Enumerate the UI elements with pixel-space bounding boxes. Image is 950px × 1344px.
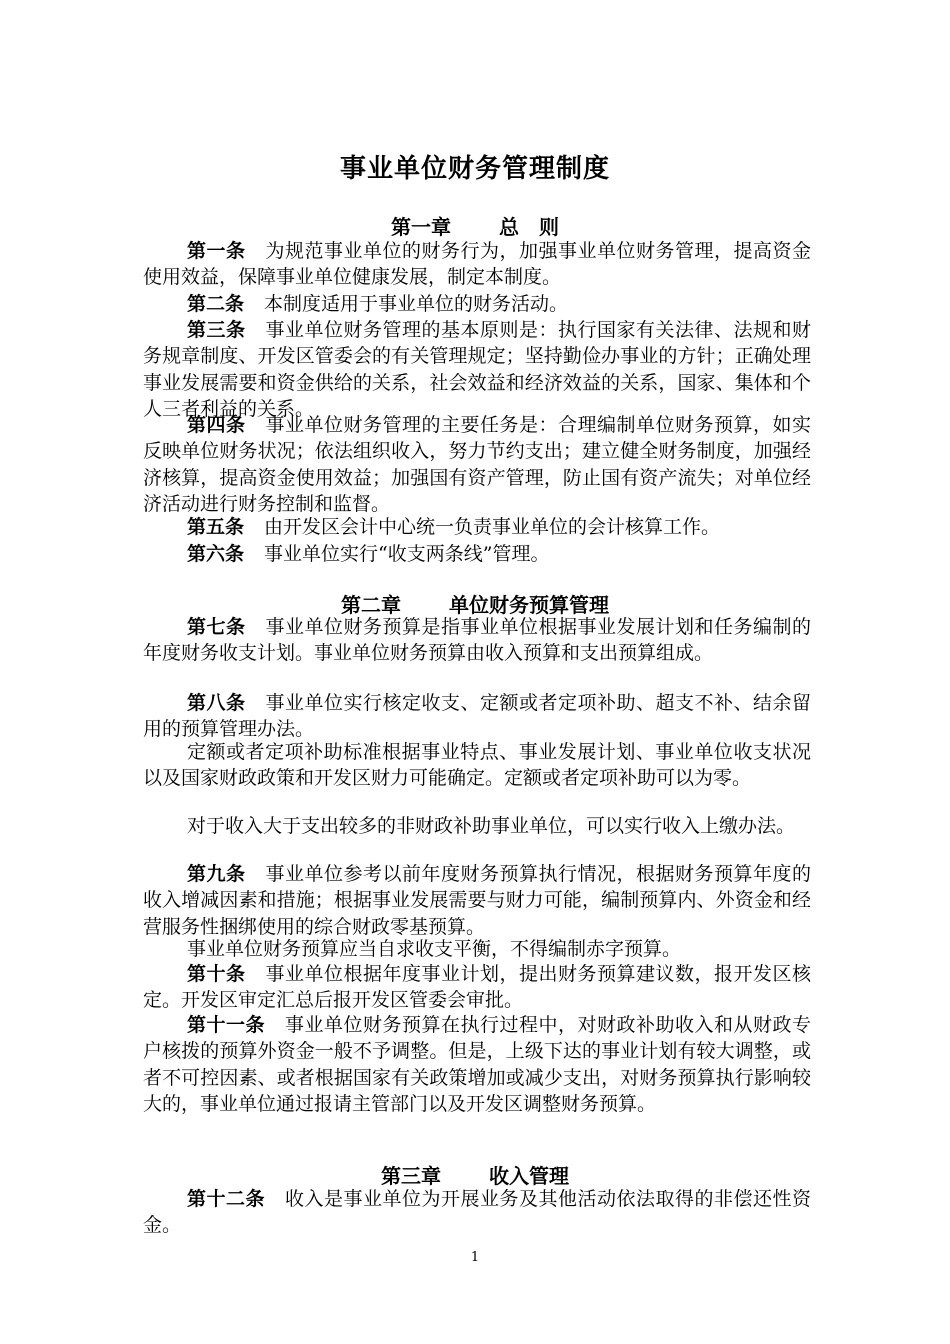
- article-number: 第七条: [187, 616, 246, 638]
- chapter-number: 第一章: [391, 215, 451, 239]
- chapter-heading-3: [0, 1160, 950, 1189]
- article-text: 事业单位财务预算是指事业单位根据事业发展计划和任务编制的年度财务收支计划。事业单位财务预算由收入预算和支出预算组成。: [143, 616, 811, 665]
- article-text: 本制度适用于事业单位的财务活动。: [264, 293, 569, 315]
- article-paragraph: [143, 861, 811, 940]
- article-text: 定额或者定项补助标准根据事业特点、事业发展计划、事业单位收支状况以及国家财政政策和开发区财力可能确定。定额或者定项补助可以为零。: [143, 741, 811, 790]
- article-paragraph: [143, 291, 811, 317]
- article-number: 第二条: [187, 293, 245, 315]
- article-number: 第五条: [187, 516, 245, 538]
- chapter-number: 第三章: [381, 1164, 441, 1188]
- article-number: 第十一条: [187, 1014, 265, 1036]
- chapter-name: 单位财务预算管理: [449, 593, 609, 617]
- article-paragraph: [143, 1012, 811, 1117]
- article-paragraph: [143, 317, 811, 422]
- article-number: 第十条: [187, 963, 246, 985]
- chapter-number: 第二章: [341, 593, 401, 617]
- article-text: 事业单位财务管理的基本原则是：执行国家有关法律、法规和财务规章制度、开发区管委会的有关管理规定；坚持勤俭办事业的方针；正确处理事业发展需要和资金供给的关系，社会效益和经济效益的关系，国家、集体和个人三者利益的关系。: [143, 319, 811, 420]
- article-number: 第九条: [187, 863, 246, 885]
- page-title: 事业单位财务管理制度: [339, 154, 610, 184]
- article-paragraph: [143, 961, 811, 1014]
- article-paragraph: [143, 514, 811, 540]
- article-text: 对于收入大于支出较多的非财政补助事业单位，可以实行收入上缴办法。: [187, 815, 796, 837]
- page-number: 1: [470, 1250, 480, 1265]
- article-paragraph: [143, 541, 811, 567]
- chapter-name: 总 则: [499, 215, 559, 239]
- article-text: 事业单位财务预算在执行过程中，对财政补助收入和从财政专户核拨的预算外资金一般不予调整。但是，上级下达的事业计划有较大调整，或者不可控因素、或者根据国家有关政策增加或减少支出，对财务预算执行影响较大的，事业单位通过报请主管部门以及开发区调整财务预算。: [143, 1014, 811, 1115]
- article-text: 由开发区会计中心统一负责事业单位的会计核算工作。: [264, 516, 721, 538]
- article-text: 收入是事业单位为开展业务及其他活动依法取得的非偿还性资金。: [143, 1188, 811, 1237]
- article-text: 事业单位参考以前年度财务预算执行情况，根据财务预算年度的收入增减因素和措施；根据事业发展需要与财力可能，编制预算内、外资金和经营服务性捆绑使用的综合财政零基预算。: [143, 863, 811, 938]
- chapter-name: 收入管理: [489, 1164, 569, 1188]
- article-text: 事业单位实行“收支两条线”管理。: [264, 543, 550, 565]
- article-text: 事业单位实行核定收支、定额或者定项补助、超支不补、结余留用的预算管理办法。: [143, 692, 811, 741]
- article-paragraph: [143, 936, 811, 962]
- article-paragraph: [143, 739, 811, 792]
- article-number: 第十二条: [187, 1188, 265, 1210]
- article-paragraph: [143, 813, 811, 839]
- article-number: 第八条: [187, 692, 246, 714]
- article-text: 事业单位根据年度事业计划，提出财务预算建议数，报开发区核定。开发区审定汇总后报开发区管委会审批。: [143, 963, 811, 1012]
- article-number: 第四条: [187, 414, 246, 436]
- article-number: 第六条: [187, 543, 245, 565]
- article-number: 第一条: [187, 240, 246, 262]
- article-number: 第三条: [187, 319, 246, 341]
- article-paragraph: [143, 614, 811, 667]
- article-paragraph: [143, 690, 811, 743]
- article-text: 事业单位财务预算应当自求收支平衡，不得编制赤字预算。: [187, 938, 682, 960]
- article-paragraph: [143, 238, 811, 291]
- chapter-heading-1: [0, 211, 950, 240]
- article-text: 为规范事业单位的财务行为，加强事业单位财务管理，提高资金使用效益，保障事业单位健康发展，制定本制度。: [143, 240, 811, 289]
- article-text: 事业单位财务管理的主要任务是：合理编制单位财务预算，如实反映单位财务状况；依法组织收入，努力节约支出；建立健全财务制度，加强经济核算，提高资金使用效益；加强国有资产管理，防止国有资产流失；对单位经济活动进行财务控制和监督。: [143, 414, 811, 515]
- article-paragraph: [143, 412, 811, 517]
- article-paragraph: [143, 1186, 811, 1239]
